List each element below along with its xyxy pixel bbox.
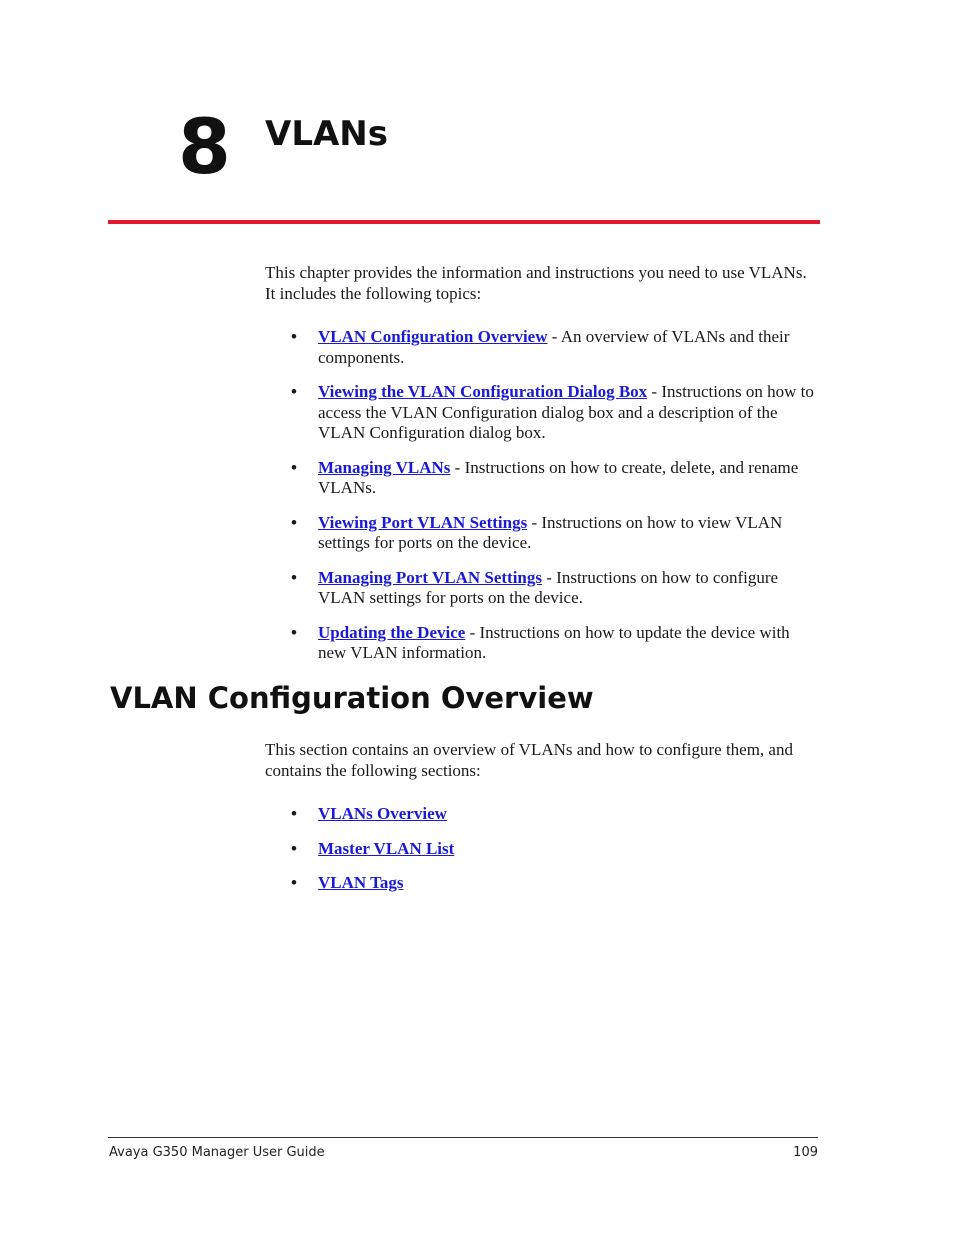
list-item (265, 873, 820, 894)
topic-list (265, 327, 820, 678)
chapter-number: 8 (178, 102, 231, 191)
bullet-icon: • (291, 327, 297, 346)
topic-description: - An overview of VLANs and their components. (318, 327, 790, 367)
topic-description: - Instructions on how to configure VLAN settings for ports on the device. (318, 567, 779, 607)
link-vlan-tags[interactable]: VLAN Tags (318, 873, 404, 892)
link-updating-the-device[interactable]: Updating the Device (318, 622, 466, 642)
link-master-vlan-list[interactable]: Master VLAN List (318, 838, 455, 858)
chapter-divider (108, 220, 820, 224)
bullet-icon: • (291, 838, 297, 858)
list-item (265, 804, 820, 825)
section-link-list (265, 804, 820, 908)
list-item (265, 623, 820, 664)
link-viewing-vlan-configuration-dialog-box[interactable]: Viewing the VLAN Configuration Dialog Box (318, 382, 648, 401)
footer-document-title: Avaya G350 Manager User Guide (109, 1145, 325, 1160)
bullet-icon: • (291, 567, 297, 587)
list-item (265, 382, 820, 444)
bullet-icon: • (291, 382, 297, 401)
link-vlans-overview[interactable]: VLANs Overview (318, 804, 447, 823)
bullet-icon: • (291, 457, 297, 477)
list-item (265, 458, 820, 499)
topic-description: - Instructions on how to view VLAN settings for ports on the device. (318, 512, 783, 552)
footer-page-number: 109 (793, 1145, 818, 1160)
list-item (265, 839, 820, 860)
bullet-icon: • (291, 622, 297, 642)
topic-description: - Instructions on how to update the device with new VLAN information. (318, 622, 790, 662)
topic-description: - Instructions on how to access the VLAN Configuration dialog box and a description of the VLAN Configuration dialog box. (318, 382, 814, 442)
chapter-title: VLANs (265, 114, 388, 154)
list-item (265, 513, 820, 554)
footer-divider (108, 1137, 818, 1138)
topic-description: - Instructions on how to create, delete, and rename VLANs. (318, 457, 799, 497)
list-item (265, 327, 820, 368)
link-viewing-port-vlan-settings[interactable]: Viewing Port VLAN Settings (318, 512, 528, 532)
bullet-icon: • (291, 804, 297, 823)
section-heading: VLAN Configuration Overview (110, 681, 594, 715)
link-vlan-configuration-overview[interactable]: VLAN Configuration Overview (318, 327, 548, 346)
chapter-intro: This chapter provides the information and instructions you need to use VLANs. It includes the following topics: (265, 263, 807, 303)
link-managing-vlans[interactable]: Managing VLANs (318, 457, 451, 477)
list-item (265, 568, 820, 609)
bullet-icon: • (291, 512, 297, 532)
section-intro: This section contains an overview of VLANs and how to configure them, and contains the following sections: (265, 740, 793, 780)
bullet-icon: • (291, 873, 297, 892)
link-managing-port-vlan-settings[interactable]: Managing Port VLAN Settings (318, 567, 542, 587)
